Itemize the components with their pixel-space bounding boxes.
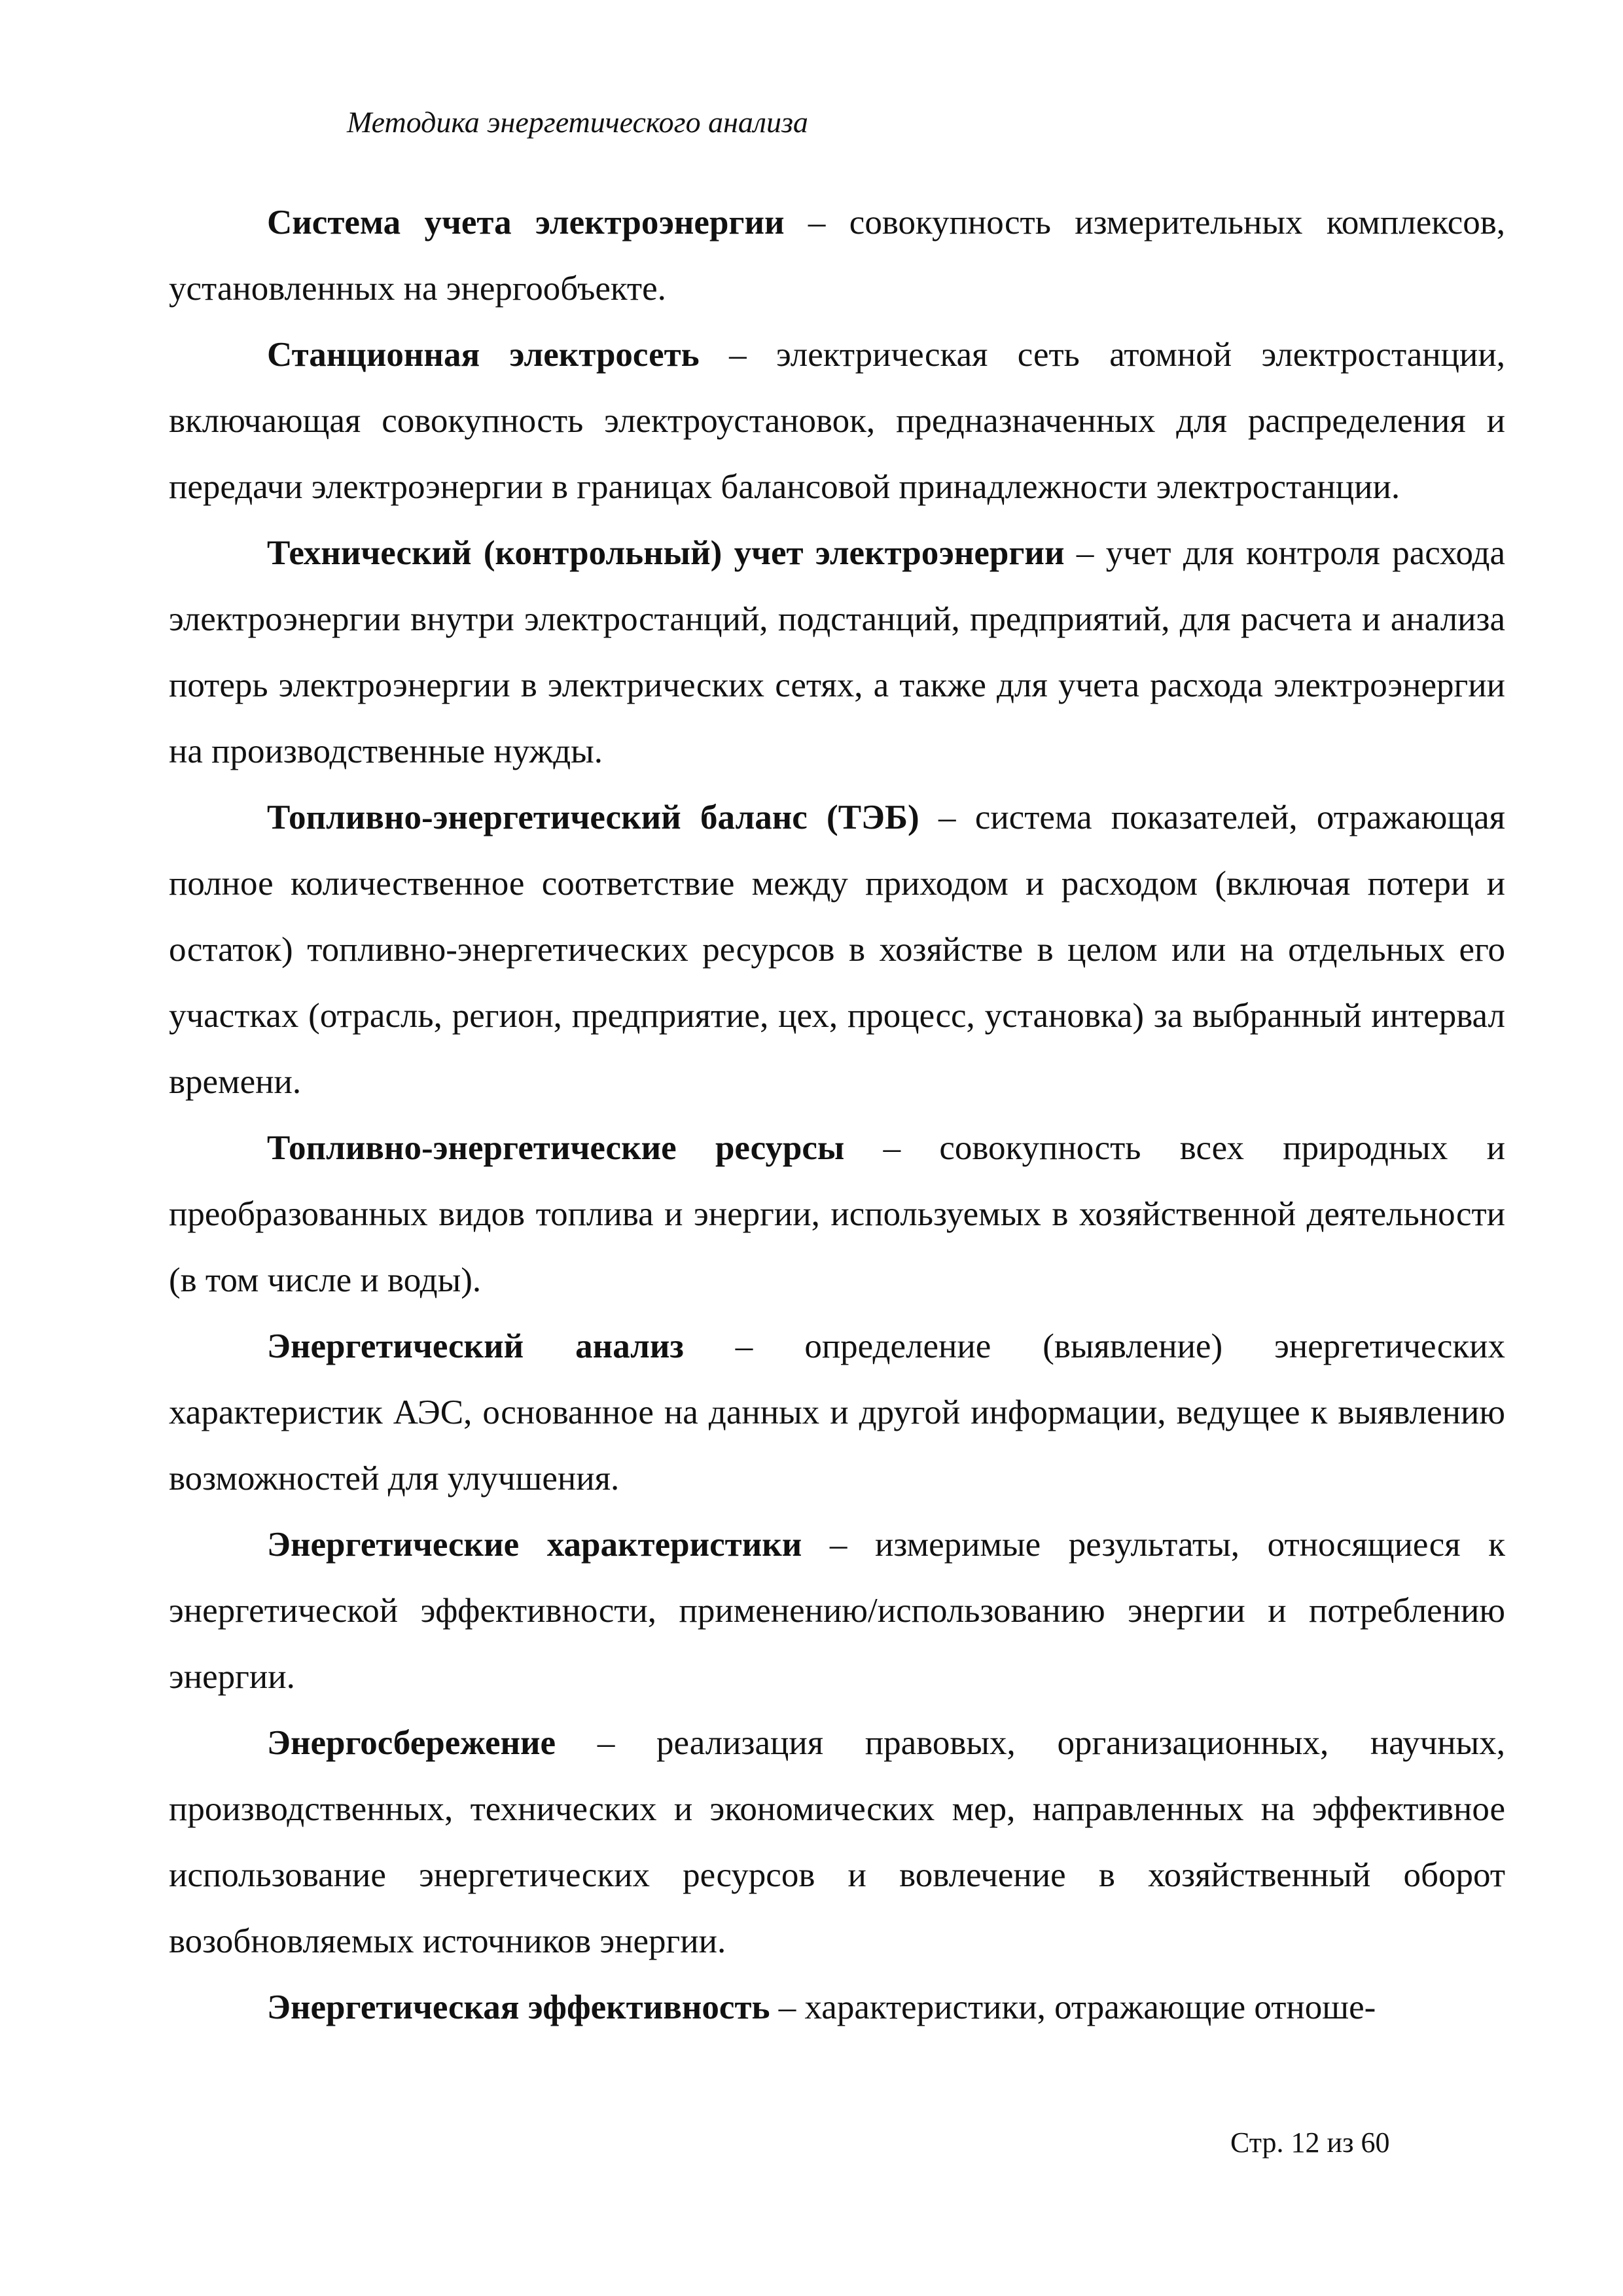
defined-term: Технический (контрольный) учет электроэнергии — [267, 534, 1065, 572]
defined-term: Топливно-энергетические ресурсы — [267, 1129, 845, 1167]
defined-term: Энергосбережение — [267, 1724, 556, 1762]
document-body — [169, 190, 1505, 2041]
term-definition: – совокупность измерительных комплексов, установленных на энергообъекте. — [169, 204, 1505, 308]
definition-entry — [169, 1710, 1505, 1975]
definition-entry — [169, 322, 1505, 520]
term-definition: – реализация правовых, организационных, научных, производственных, технических и экономических мер, направленных на эффективное использование энергетических ресурсов и вовлечение в хозяйственный оборот возобновляемых источников энергии. — [169, 1724, 1505, 1960]
defined-term: Энергетическая эффективность — [267, 1988, 770, 2026]
definition-entry — [169, 1115, 1505, 1314]
term-definition: – учет для контроля расхода электроэнергии внутри электростанций, подстанций, предприятий, для расчета и анализа потерь электроэнергии в электрических сетях, а также для учета расхода электроэнергии на производственные нужды. — [169, 534, 1505, 770]
definition-entry — [169, 1512, 1505, 1710]
page-number: Стр. 12 из 60 — [1230, 2126, 1390, 2159]
defined-term: Энергетический анализ — [267, 1327, 684, 1365]
definition-entry — [169, 1314, 1505, 1512]
term-definition: – совокупность всех природных и преобразованных видов топлива и энергии, используемых в хозяйственной деятельности (в том числе и воды). — [169, 1129, 1505, 1299]
term-definition: – система показателей, отражающая полное количественное соответствие между приходом и расходом (включая потери и остаток) топливно-энергетических ресурсов в хозяйстве в целом или на отдельных его участках (отрасль, регион, предприятие, цех, процесс, установка) за выбранный интервал времени. — [169, 798, 1505, 1101]
definition-entry — [169, 190, 1505, 322]
defined-term: Станционная электросеть — [267, 336, 700, 374]
definition-entry — [169, 520, 1505, 785]
defined-term: Система учета электроэнергии — [267, 204, 785, 242]
definition-entry — [169, 1975, 1505, 2041]
term-definition: – определение (выявление) энергетических характеристик АЭС, основанное на данных и другой информации, ведущее к выявлению возможностей для улучшения. — [169, 1327, 1505, 1498]
running-header: Методика энергетического анализа — [347, 105, 808, 139]
definition-entry — [169, 785, 1505, 1115]
defined-term: Топливно-энергетический баланс (ТЭБ) — [267, 798, 919, 836]
term-definition: – электрическая сеть атомной электростанции, включающая совокупность электроустановок, предназначенных для распределения и передачи электроэнергии в границах балансовой принадлежности электростанции. — [169, 336, 1505, 506]
defined-term: Энергетические характеристики — [267, 1526, 802, 1564]
term-definition: – измеримые результаты, относящиеся к энергетической эффективности, применению/использованию энергии и потреблению энергии. — [169, 1526, 1505, 1696]
term-definition: – характеристики, отражающие отноше- — [770, 1988, 1376, 2026]
